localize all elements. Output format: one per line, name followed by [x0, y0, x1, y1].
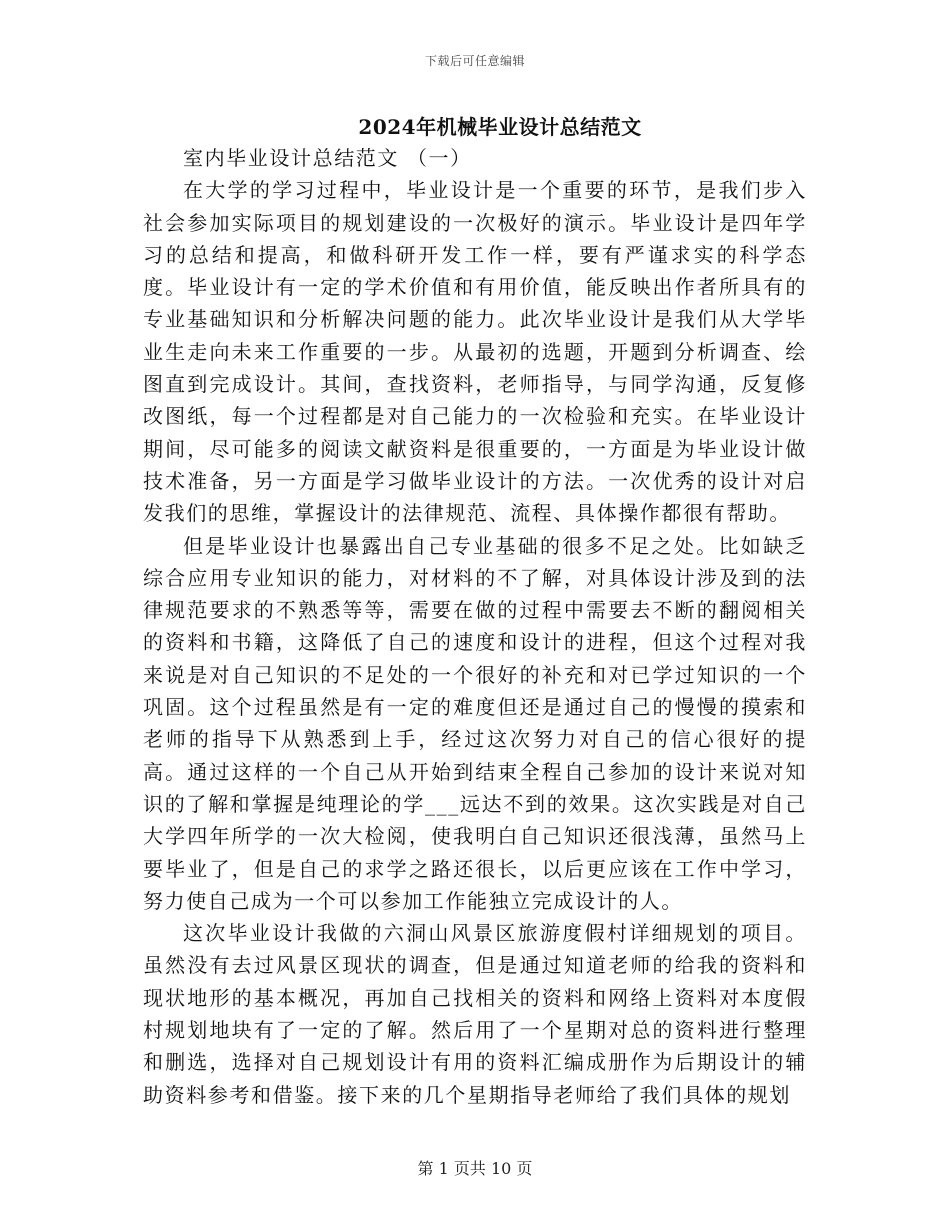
paragraph-2: 但是毕业设计也暴露出自己专业基础的很多不足之处。比如缺乏综合应用专业知识的能力，对材料的不了解，对具体设计涉及到的法律规范要求的不熟悉等等，需要在做的过程中需要去不断的翻阅相关的资料和书籍，这降低了自己的速度和设计的进程，但这个过程对我来说是对自己知识的不足处的一个很好的补充和对已学过知识的一个巩固。这个过程虽然是有一定的难度但还是通过自己的慢慢的摸索和老师的指导下从熟悉到上手，经过这次努力对自己的信心很好的提高。通过这样的一个自己从开始到结束全程自己参加的设计来说对知识的了解和掌握是纯理论的学___远达不到的效果。这次实践是对自己大学四年所学的一次大检阅，使我明白自己知识还很浅薄，虽然马上要毕业了，但是自己的求学之路还很长，以后更应该在工作中学习，努力使自己成为一个可以参加工作能独立完成设计的人。	[143, 533, 807, 913]
paragraph-1: 在大学的学习过程中，毕业设计是一个重要的环节，是我们步入社会参加实际项目的规划建设的一次极好的演示。毕业设计是四年学习的总结和提高，和做科研开发工作一样，要有严谨求实的科学态度。毕业设计有一定的学术价值和有用价值，能反映出作者所具有的专业基础知识和分析解决问题的能力。此次毕业设计是我们从大学毕业生走向未来工作重要的一步。从最初的选题，开题到分析调查、绘图直到完成设计。其间，查找资料，老师指导，与同学沟通，反复修改图纸，每一个过程都是对自己能力的一次检验和充实。在毕业设计期间，尽可能多的阅读文献资料是很重要的，一方面是为毕业设计做技术准备，另一方面是学习做毕业设计的方法。一次优秀的设计对启发我们的思维，掌握设计的法律规范、流程、具体操作都很有帮助。	[143, 178, 807, 526]
paragraph-3: 这次毕业设计我做的六洞山风景区旅游度假村详细规划的项目。虽然没有去过风景区现状的调查，但是通过知道老师的给我的资料和现状地形的基本概况，再加自己找相关的资料和网络上资料对本度假村规划地块有了一定的了解。然后用了一个星期对总的资料进行整理和删选，选择对自己规划设计有用的资料汇编成册作为后期设计的辅助资料参考和借鉴。接下来的几个星期指导老师给了我们具体的规划	[143, 921, 807, 1107]
page-header: 下载后可任意编辑	[424, 54, 525, 68]
page-footer: 第 1 页共 10 页	[417, 1159, 533, 1178]
document-title: 2024年机械毕业设计总结范文	[358, 115, 642, 139]
document-body	[143, 142, 807, 1111]
section-subheading: 室内毕业设计总结范文 （一）	[183, 146, 472, 170]
